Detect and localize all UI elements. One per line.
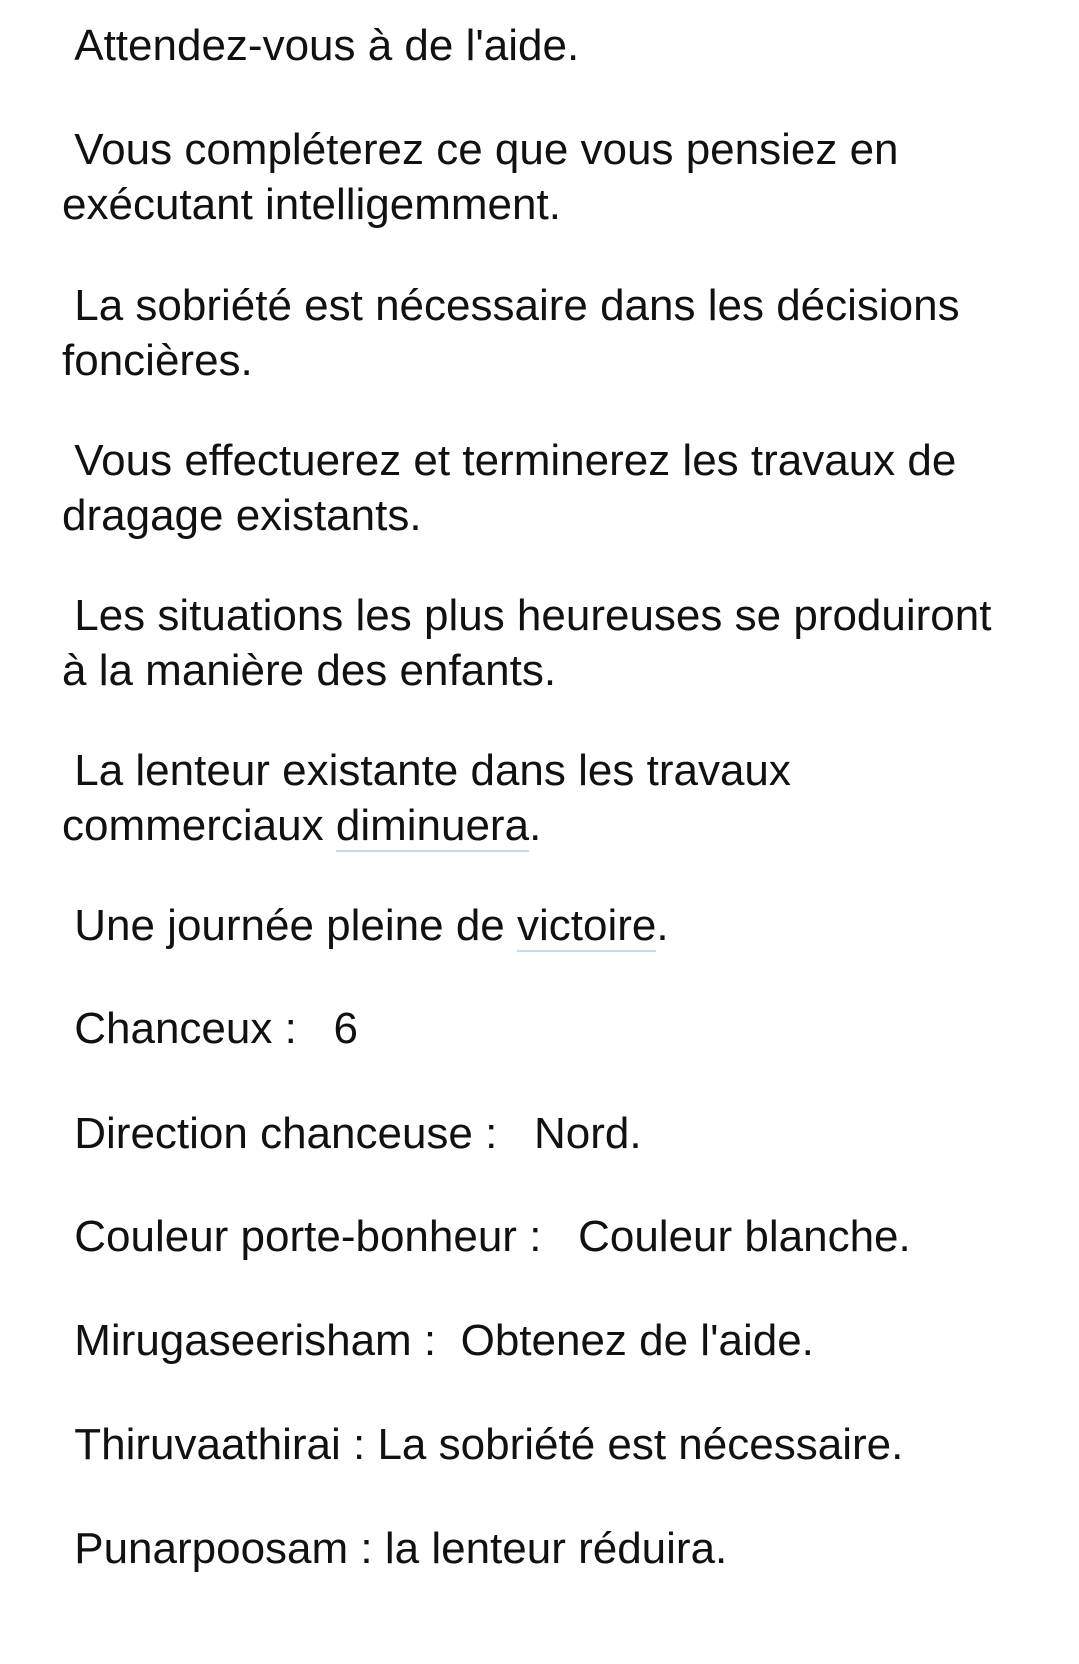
prediction-text bbox=[62, 898, 1022, 953]
star-punarpoosam: Punarpoosam : la lenteur réduira. bbox=[62, 1524, 728, 1573]
prediction-text: Vous compléterez ce que vous pensiez en exécutant intelligemment. bbox=[62, 125, 911, 229]
text-segment: . bbox=[529, 801, 542, 850]
text-segment: Une journée pleine de bbox=[62, 901, 518, 950]
prediction-text: Les situations les plus heureuses se produiront à la manière des enfants. bbox=[62, 591, 1004, 695]
text-segment: . bbox=[656, 901, 669, 950]
star-mirugaseerisham: Mirugaseerisham : Obtenez de l'aide. bbox=[62, 1316, 814, 1365]
star-thiruvaathirai: Thiruvaathirai : La sobriété est nécessaire. bbox=[62, 1420, 904, 1469]
prediction-text: La sobriété est nécessaire dans les décisions foncières. bbox=[62, 281, 972, 385]
prediction-text: Vous effectuerez et terminerez les travaux de dragage existants. bbox=[62, 436, 969, 540]
prediction-text: Attendez-vous à de l'aide. bbox=[62, 21, 580, 70]
lucky-color: Couleur porte-bonheur : Couleur blanche. bbox=[62, 1212, 911, 1261]
lucky-number: Chanceux : 6 bbox=[62, 1004, 358, 1053]
lucky-direction: Direction chanceuse : Nord. bbox=[62, 1109, 642, 1158]
prediction-text bbox=[62, 743, 1022, 853]
link-victoire[interactable]: victoire bbox=[517, 901, 657, 950]
link-diminuera[interactable]: diminuera bbox=[335, 801, 530, 850]
text-segment: La lenteur existante dans les travaux commerciaux bbox=[62, 746, 804, 850]
